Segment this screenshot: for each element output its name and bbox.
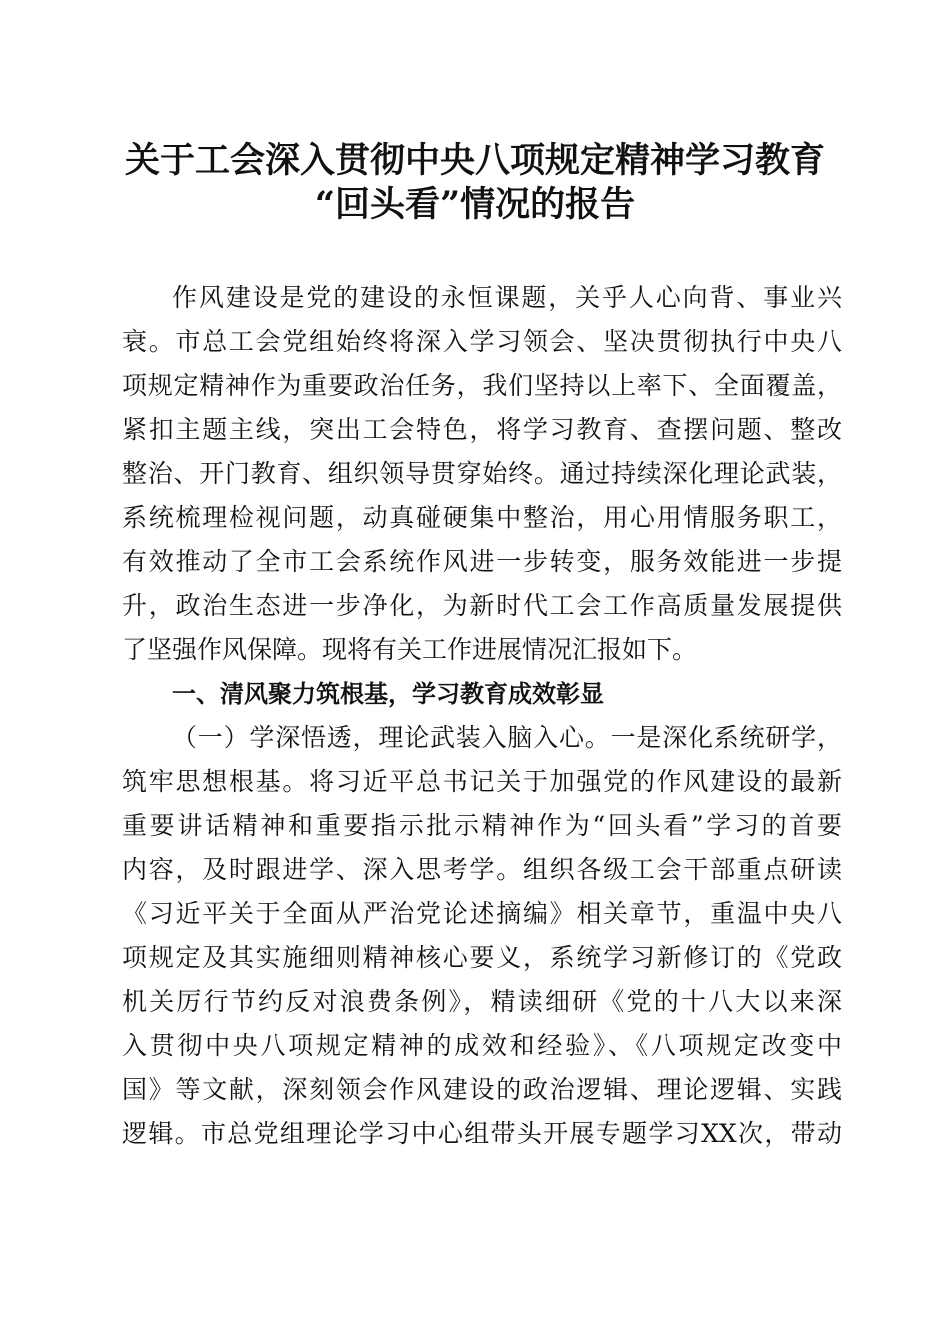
text-line: 作风建设是党的建设的永恒课题，关乎人心向背、事业兴 <box>172 283 842 312</box>
text-line: 项规定精神作为重要政治任务，我们坚持以上率下、全面覆盖， <box>122 371 842 400</box>
text-line: 整治、开门教育、组织领导贯穿始终。通过持续深化理论武装， <box>122 459 842 488</box>
text-line: （一）学深悟透，理论武装入脑入心。一是深化系统研学， <box>172 723 842 752</box>
text-line: 国》等文献，深刻领会作风建设的政治逻辑、理论逻辑、实践 <box>122 1075 842 1104</box>
text-line: 筑牢思想根基。将习近平总书记关于加强党的作风建设的最新 <box>122 767 842 796</box>
text-line: 系统梳理检视问题，动真碰硬集中整治，用心用情服务职工， <box>122 503 842 532</box>
text-line: 机关厉行节约反对浪费条例》，精读细研《党的十八大以来深 <box>122 987 842 1016</box>
text-line: 重要讲话精神和重要指示批示精神作为“回头看”学习的首要 <box>122 811 842 840</box>
section-heading: 一、清风聚力筑根基，学习教育成效彰显 <box>172 680 604 708</box>
text-line: 入贯彻中央八项规定精神的成效和经验》、《八项规定改变中 <box>122 1031 842 1060</box>
text-line: 有效推动了全市工会系统作风进一步转变，服务效能进一步提 <box>122 547 842 576</box>
text-line: 内容，及时跟进学、深入思考学。组织各级工会干部重点研读 <box>122 855 842 884</box>
text-line: 衰。市总工会党组始终将深入学习领会、坚决贯彻执行中央八 <box>122 327 842 356</box>
document-title-line-2: “回头看”情况的报告 <box>314 184 636 225</box>
text-line: 《习近平关于全面从严治党论述摘编》相关章节，重温中央八 <box>122 899 842 928</box>
text-line: 紧扣主题主线，突出工会特色，将学习教育、查摆问题、整改 <box>122 415 842 444</box>
document-title-line-1: 关于工会深入贯彻中央八项规定精神学习教育 <box>124 140 825 181</box>
text-line: 升，政治生态进一步净化，为新时代工会工作高质量发展提供 <box>122 591 842 620</box>
text-line: 逻辑。市总党组理论学习中心组带头开展专题学习XX次，带动 <box>122 1119 842 1148</box>
text-line: 了坚强作风保障。现将有关工作进展情况汇报如下。 <box>122 635 698 664</box>
text-line: 项规定及其实施细则精神核心要义，系统学习新修订的《党政 <box>122 943 842 972</box>
